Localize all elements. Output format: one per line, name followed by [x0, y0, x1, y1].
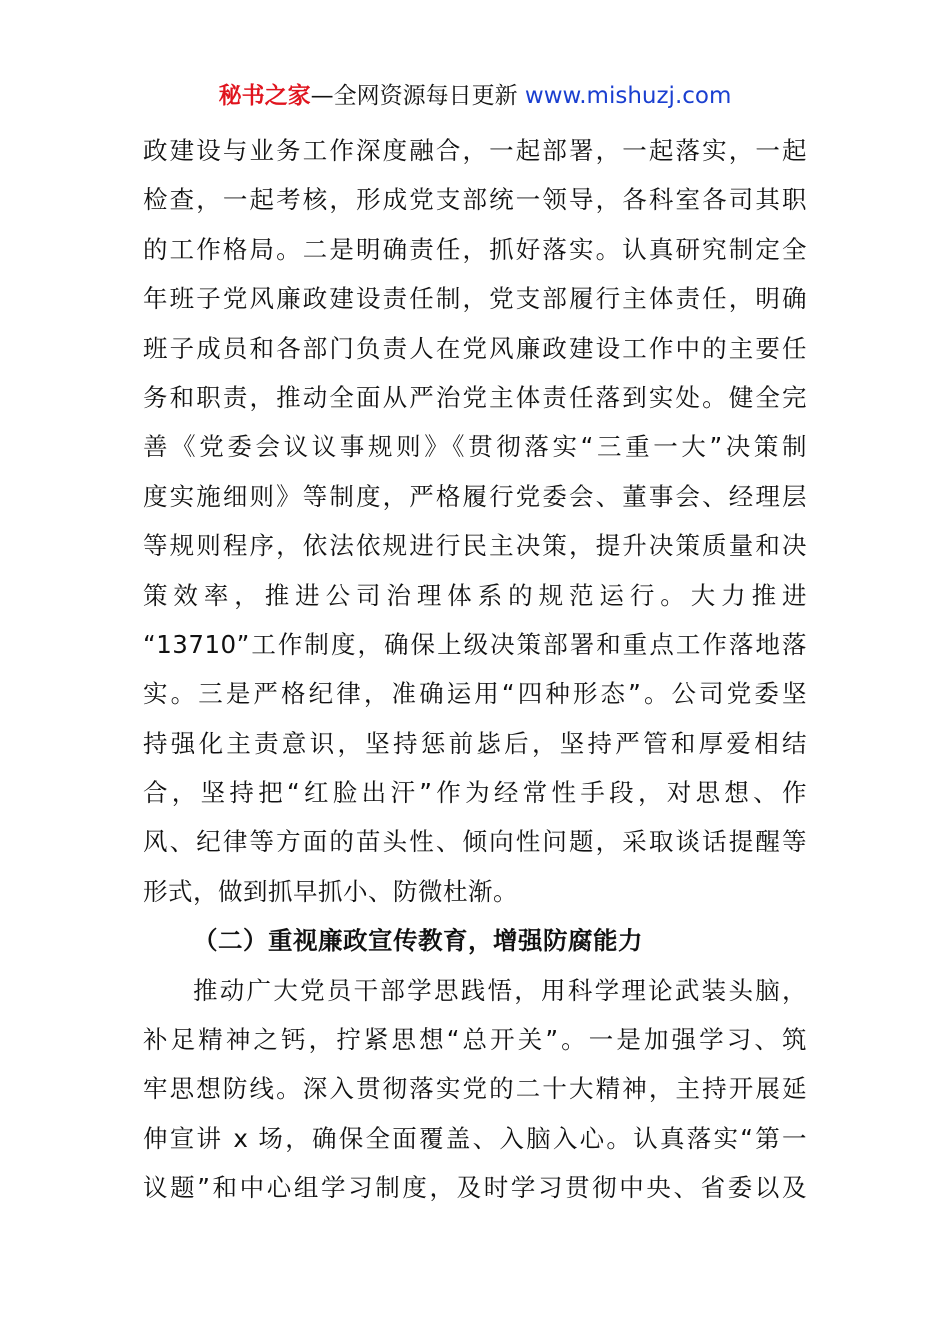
- text-line: 的工作格局。二是明确责任，抓好落实。认真研究制定全: [143, 234, 807, 264]
- text-line: 形式，做到抓早抓小、防微杜渐。: [143, 876, 518, 906]
- text-line: 务和职责，推动全面从严治党主体责任落到实处。健全完: [143, 382, 807, 412]
- text-line: 推动广大党员干部学思践悟，用科学理论武装头脑，: [193, 975, 807, 1005]
- text-line: 善《党委会议议事规则》《贯彻落实“三重一大”决策制: [143, 432, 807, 462]
- text-line: “13710”工作制度，确保上级决策部署和重点工作落地落: [143, 629, 807, 659]
- text-line: 政建设与业务工作深度融合，一起部署，一起落实，一起: [143, 136, 807, 165]
- text-line: 实。三是严格纪律，准确运用“四种形态”。公司党委坚: [143, 679, 807, 709]
- text-line: 年班子党风廉政建设责任制，党支部履行主体责任，明确: [143, 284, 807, 314]
- section-heading: （二）重视廉政宣传教育，增强防腐能力: [193, 926, 643, 956]
- text-line: 检查，一起考核，形成党支部统一领导，各科室各司其职: [143, 185, 807, 215]
- text-line: 伸宣讲 x 场，确保全面覆盖、入脑入心。认真落实“第一: [143, 1123, 807, 1153]
- text-line: 合，坚持把“红脸出汗”作为经常性手段，对思想、作: [143, 778, 807, 808]
- text-line: 持强化主责意识，坚持惩前毖后，坚持严管和厚爱相结: [143, 728, 807, 758]
- text-line: 议题”和中心组学习制度，及时学习贯彻中央、省委以及: [143, 1173, 807, 1203]
- text-line: 牢思想防线。深入贯彻落实党的二十大精神，主持开展延: [143, 1074, 807, 1104]
- text-line: 度实施细则》等制度，严格履行党委会、董事会、经理层: [143, 481, 807, 511]
- page-header: [0, 78, 950, 114]
- brand-name: 秘书之家: [218, 83, 311, 109]
- text-line: 补足精神之钙，拧紧思想“总开关”。一是加强学习、筑: [143, 1025, 807, 1055]
- website-link[interactable]: www.mishuzj.com: [524, 83, 732, 109]
- text-line: 策效率，推进公司治理体系的规范运行。大力推进: [143, 580, 807, 610]
- text-line: 风、纪律等方面的苗头性、倾向性问题，采取谈话提醒等: [143, 827, 807, 857]
- text-line: 等规则程序，依法依规进行民主决策，提升决策质量和决: [143, 531, 807, 561]
- text-line: 班子成员和各部门负责人在党风廉政建设工作中的主要任: [143, 333, 807, 363]
- document-body: [143, 126, 807, 1213]
- header-tagline: —全网资源每日更新: [310, 83, 525, 109]
